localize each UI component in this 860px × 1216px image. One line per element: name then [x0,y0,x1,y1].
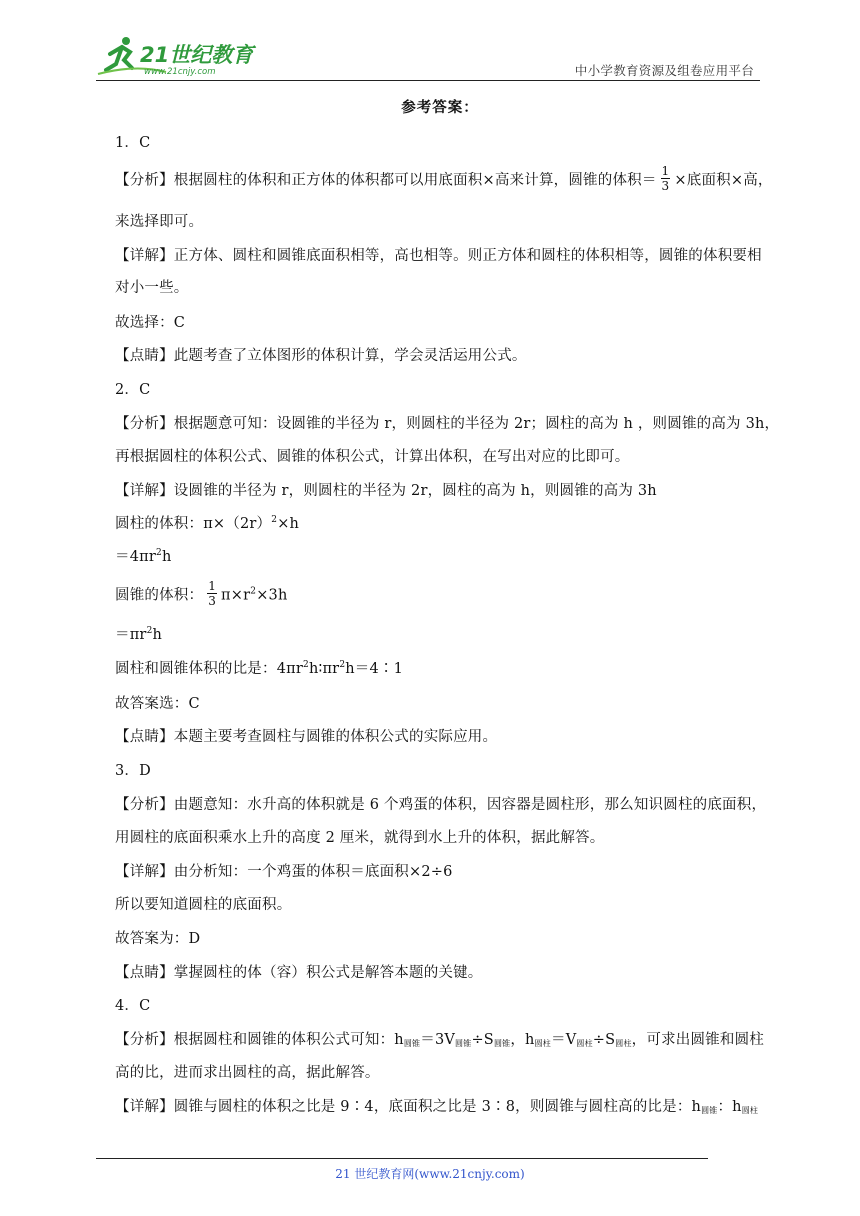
footer-divider [96,1158,708,1159]
superscript: 2 [156,548,162,558]
q1-fraction [661,164,671,193]
q2-detail: 【详解】设圆锥的半径为 r，则圆柱的半径为 2r，圆柱的高为 h，则圆锥的高为 3h [115,483,657,499]
fraction-denominator: 3 [208,594,217,608]
subscript: 圆锥 [403,1039,421,1048]
q2-number: 2．C [115,382,151,398]
text: ，可求出圆锥和圆柱 [631,1032,764,1048]
superscript: 2 [339,660,346,670]
q2-cylinder-volume [115,512,299,533]
text: ÷S [471,1032,494,1048]
superscript: 2 [250,586,257,597]
subscript: 圆柱 [615,1039,632,1048]
q2-choice: 故答案选：C [115,696,200,712]
q3-choice: 故答案为：D [115,931,201,947]
page-header [96,30,760,82]
q3-analysis-line1: 【分析】由题意知：水升高的体积就是 6 个鸡蛋的体积，因容器是圆柱形，那么知识圆柱的底面积， [115,797,767,813]
q1-analysis-line2: 来选择即可。 [115,214,204,230]
q2-cone-volume [115,581,288,610]
text: 圆锥的体积： [115,587,204,604]
q4-detail [115,1095,758,1116]
subscript: 圆锥 [493,1039,511,1048]
q1-analysis-text: 【分析】根据圆柱的体积和正方体的体积都可以用底面积×高来计算，圆锥的体积＝ [115,172,657,189]
text: ×3h [256,587,288,604]
q2-analysis-line1: 【分析】根据题意可知：设圆锥的半径为 r，则圆柱的半径为 2r；圆柱的高为 h ，则圆锥的高为 3h， [115,416,780,432]
text: ＝4πr [115,549,156,565]
text: ＝V [551,1032,577,1048]
q1-comment: 【点睛】此题考查了立体图形的体积计算，学会灵活运用公式。 [115,348,527,364]
q2-analysis-line2: 再根据圆柱的体积公式、圆锥的体积公式，计算出体积，在写出对应的比即可。 [115,449,630,465]
q1-detail-line2: 对小一些。 [115,280,189,296]
fraction-numerator: 1 [208,579,217,593]
q1-analysis-text-end: ×底面积×高， [674,172,773,189]
q1-detail-line1: 【详解】正方体、圆柱和圆锥底面积相等，高也相等。则正方体和圆柱的体积相等，圆锥的体积要相 [115,248,762,264]
page-title: 参考答案： [401,99,479,116]
header-divider [96,80,760,81]
q2-fraction [207,579,217,608]
q2-cylinder-result [115,545,171,566]
q4-analysis-line2: 高的比，进而求出圆柱的高，据此解答。 [115,1065,380,1081]
text: 圆柱和圆锥体积的比是：4πr [115,661,303,677]
text: h＝4∶1 [345,661,404,677]
subscript: 圆柱 [576,1039,593,1048]
superscript: 2 [271,515,278,525]
q3-detail: 【详解】由分析知：一个鸡蛋的体积＝底面积×2÷6 [115,864,453,880]
q1-analysis-line1 [115,166,773,195]
footer-link[interactable]: 21 世纪教育网(www.21cnjy.com) [335,1167,525,1181]
subscript: 圆锥 [701,1106,718,1115]
logo-url: www.21cnjy.com [144,67,216,77]
text: π×r [221,587,251,604]
text: h [161,549,172,565]
logo [96,34,266,78]
text: h∶πr [308,661,340,677]
q4-analysis-line1 [115,1028,764,1049]
q3-comment: 【点睛】掌握圆柱的体（容）积公式是解答本题的关键。 [115,965,483,981]
superscript: 2 [146,626,153,636]
text: ，h [510,1032,535,1048]
q2-cone-result [115,623,162,644]
subscript: 圆柱 [534,1039,551,1048]
text: ÷S [592,1032,616,1048]
platform-name: 中小学教育资源及组卷应用平台 [574,63,754,78]
superscript: 2 [303,660,309,670]
q3-analysis-line2: 用圆柱的底面积乘水上升的高度 2 厘米，就得到水上升的体积，据此解答。 [115,830,605,846]
q3-detail-line2: 所以要知道圆柱的底面积。 [115,897,292,913]
q1-choice: 故选择：C [115,315,186,331]
text: ×h [277,516,300,532]
logo-text: 21世纪教育 [140,43,254,67]
text: ＝πr [115,627,147,643]
text: 圆柱的体积：π×（2r） [115,516,272,532]
text: 【分析】根据圆柱和圆锥的体积公式可知：h [115,1032,404,1048]
subscript: 圆柱 [741,1106,759,1115]
text: 【详解】圆锥与圆柱的体积之比是 9∶4，底面积之比是 3∶8，则圆锥与圆柱高的比是：h [115,1099,702,1115]
text: h [152,627,163,643]
text: ＝3V [420,1032,456,1048]
q4-number: 4．C [115,998,151,1014]
text: ：h [717,1099,742,1115]
q2-ratio [115,657,403,678]
q3-number: 3．D [115,763,151,779]
logo-runner-icon [96,34,266,78]
subscript: 圆锥 [455,1039,472,1048]
fraction-denominator: 3 [661,179,670,193]
fraction-numerator: 1 [661,164,670,178]
q2-comment: 【点睛】本题主要考查圆柱与圆锥的体积公式的实际应用。 [115,729,498,745]
q1-number: 1．C [115,135,151,151]
